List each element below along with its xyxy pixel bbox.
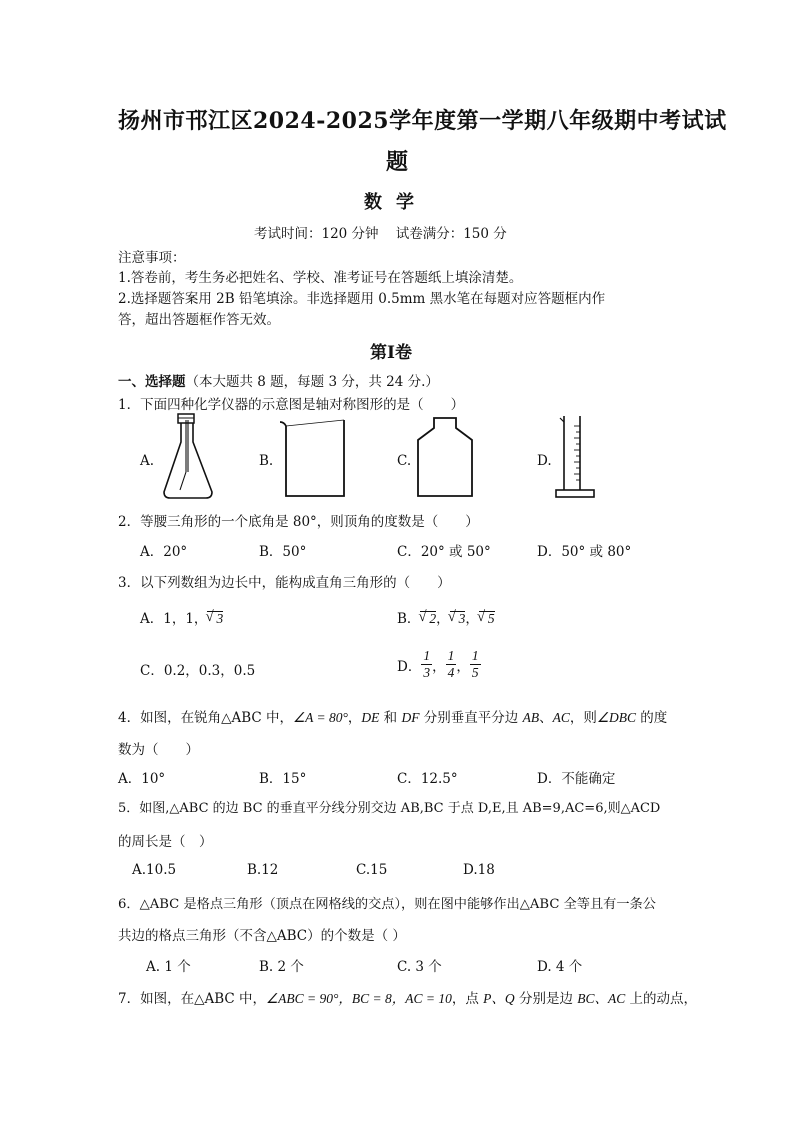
question-2-text: 2．等腰三角形的一个底角是 80°，则顶角的度数是（ ） bbox=[118, 514, 479, 530]
question-7-text bbox=[118, 987, 697, 1007]
section-label: 一、选择题 bbox=[118, 374, 186, 390]
notes-item-2-cont: 答，超出答题框作答无效。 bbox=[118, 312, 280, 328]
denominator: 3 bbox=[423, 665, 431, 681]
q1-option-a-label: A. bbox=[140, 453, 155, 469]
q3-option-d-prefix: D． bbox=[397, 658, 422, 675]
denominator: 5 bbox=[471, 665, 479, 681]
q4-text-part: 分别垂直平分边 bbox=[419, 710, 523, 726]
numerator: 1 bbox=[421, 648, 432, 665]
question-5-text-cont: 的周长是（ ） bbox=[118, 834, 213, 850]
fraction-1-4 bbox=[446, 648, 457, 681]
page-title-continued: 题 bbox=[386, 149, 409, 175]
q5-option-c: C.15 bbox=[356, 862, 388, 878]
q2-option-b: B．50° bbox=[259, 544, 307, 560]
notes-heading: 注意事项： bbox=[118, 250, 186, 266]
q7-text-part: 上的动点， bbox=[625, 991, 698, 1007]
section-heading bbox=[118, 370, 439, 390]
page-title: 扬州市邗江区2024-2025学年度第一学期八年级期中考试试 bbox=[118, 108, 727, 134]
question-3-text: 3．以下列数组为边长中，能构成直角三角形的（ ） bbox=[118, 575, 451, 591]
question-6-text-cont: 共边的格点三角形（不含△ABC）的个数是（ ） bbox=[118, 928, 406, 944]
fraction-1-3 bbox=[421, 648, 432, 681]
q7-math: ∠ABC = 90°，BC = 8，AC = 10 bbox=[266, 991, 452, 1006]
separator: ， bbox=[465, 611, 479, 627]
section-desc: （本大题共 8 题，每题 3 分，共 24 分.） bbox=[185, 374, 439, 390]
q6-option-b: B. 2 个 bbox=[259, 959, 304, 975]
question-4-text-cont: 数为（ ） bbox=[118, 742, 199, 758]
q2-option-c: C．20° 或 50° bbox=[397, 544, 491, 560]
bottle-icon bbox=[414, 416, 476, 500]
q3-option-b bbox=[397, 607, 495, 627]
q3-option-a-prefix: A．1，1， bbox=[140, 611, 208, 627]
q4-math: ∠DBC bbox=[596, 710, 636, 725]
q6-option-c: C. 3 个 bbox=[397, 959, 442, 975]
separator: ， bbox=[436, 611, 450, 627]
q2-option-d: D．50° 或 80° bbox=[537, 544, 632, 560]
sqrt-2: √ 2 bbox=[420, 611, 436, 627]
q4-math: DE bbox=[361, 710, 380, 725]
numerator: 1 bbox=[446, 648, 457, 665]
beaker-icon bbox=[278, 416, 350, 500]
flask-icon bbox=[160, 412, 216, 502]
subject-heading: 数学 bbox=[364, 192, 428, 213]
sqrt-3: √ 3 bbox=[207, 611, 223, 627]
q1-option-d-label: D. bbox=[537, 453, 552, 469]
q5-option-a: A.10.5 bbox=[132, 862, 177, 878]
numerator: 1 bbox=[470, 648, 481, 665]
q1-option-c-label: C. bbox=[397, 453, 412, 469]
q2-option-a: A．20° bbox=[140, 544, 188, 560]
q4-option-d: D．不能确定 bbox=[537, 771, 616, 787]
notes-item-2: 2.选择题答案用 2B 铅笔填涂。非选择题用 0.5mm 黑水笔在每题对应答题框内作 bbox=[118, 291, 606, 307]
q4-text-part: ， bbox=[347, 710, 362, 726]
separator: ， bbox=[456, 658, 470, 675]
q4-math: AC bbox=[552, 710, 570, 725]
q4-option-b: B．15° bbox=[259, 771, 307, 787]
fraction-1-5 bbox=[470, 648, 481, 681]
notes-item-1: 1.答卷前，考生务必把姓名、学校、准考证号在答题纸上填涂清楚。 bbox=[118, 270, 523, 286]
sqrt-5: √ 5 bbox=[479, 611, 495, 627]
q4-text-part: ，则 bbox=[569, 710, 597, 726]
q7-math: BC、AC bbox=[577, 991, 626, 1006]
q7-text-part: 分别是边 bbox=[514, 991, 578, 1007]
q3-option-d bbox=[397, 648, 481, 681]
q6-option-a: A. 1 个 bbox=[146, 959, 191, 975]
q4-text-part: 、 bbox=[539, 710, 553, 726]
q5-option-d: D.18 bbox=[463, 862, 495, 878]
q4-math: ∠A = 80° bbox=[293, 710, 348, 725]
q4-text-part: 4．如图，在锐角△ABC 中， bbox=[118, 710, 294, 726]
exam-info: 考试时间：120 分钟 试卷满分：150 分 bbox=[254, 226, 507, 242]
question-5-text: 5．如图,△ABC 的边 BC 的垂直平分线分别交边 AB,BC 于点 D,E,且 AB=9,AC=6,则△ACD bbox=[118, 801, 661, 816]
q3-option-c: C．0.2，0.3，0.5 bbox=[140, 663, 256, 679]
part-title: 第Ⅰ卷 bbox=[370, 343, 412, 363]
q4-option-a: A．10° bbox=[118, 771, 166, 787]
q4-text-part: 和 bbox=[379, 710, 402, 726]
question-6-text: 6．△ABC 是格点三角形（顶点在网格线的交点），则在图中能够作出△ABC 全等且有一条公 bbox=[118, 897, 656, 912]
question-1-text: 1．下面四种化学仪器的示意图是轴对称图形的是（ ） bbox=[118, 397, 465, 413]
separator: ， bbox=[432, 658, 446, 675]
q5-option-b: B.12 bbox=[247, 862, 279, 878]
q1-option-b-label: B. bbox=[259, 453, 274, 469]
q7-text-part: 7．如图，在△ABC 中， bbox=[118, 991, 267, 1007]
q4-option-c: C．12.5° bbox=[397, 771, 458, 787]
q6-option-d: D. 4 个 bbox=[537, 959, 583, 975]
q4-math: DF bbox=[401, 710, 420, 725]
q7-math: P、Q bbox=[483, 991, 515, 1006]
denominator: 4 bbox=[447, 665, 455, 681]
q3-option-b-prefix: B． bbox=[397, 611, 421, 627]
q7-text-part: ，点 bbox=[451, 991, 484, 1007]
sqrt-3: √ 3 bbox=[450, 611, 466, 627]
measuring-cylinder-icon bbox=[554, 414, 600, 502]
q4-math: AB bbox=[522, 710, 540, 725]
q3-option-a bbox=[140, 607, 223, 627]
q4-text-part: 的度 bbox=[635, 710, 668, 726]
question-4-text bbox=[118, 706, 667, 726]
